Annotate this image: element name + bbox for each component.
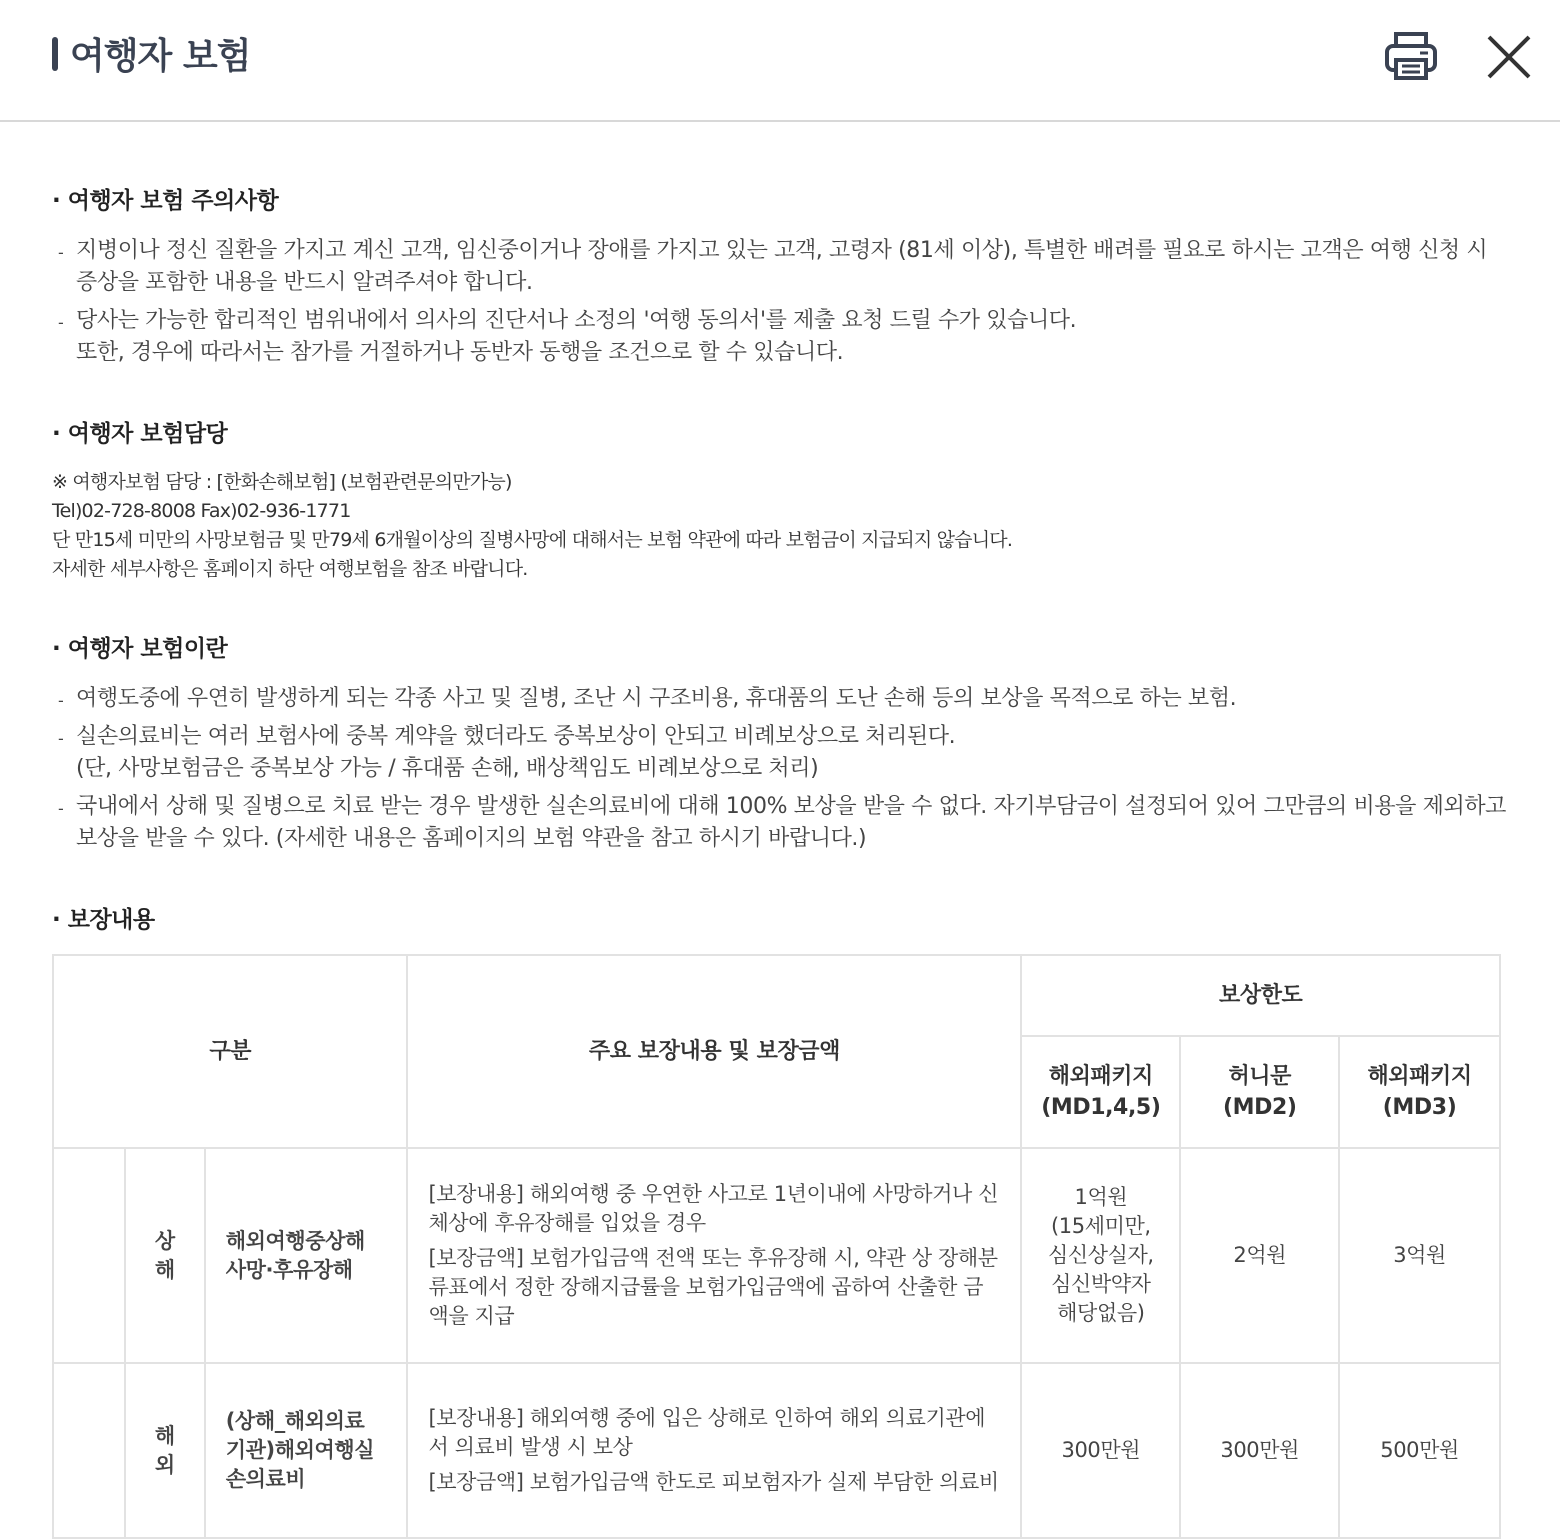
list-item: - 국내에서 상해 및 질병으로 치료 받는 경우 발생한 실손의료비에 대해 100% 보상을 받을 수 없다. 자기부담금이 설정되어 있어 그만큼의 비용을 제외하고 보상을 받을 수 있다. (자세한 내용은 홈페이지의 보험 약관을 참고 하시기 바랍니다.) — [52, 791, 1508, 855]
table-row — [53, 1148, 1500, 1363]
plan-header: 허니문 (MD2) — [1180, 1036, 1339, 1148]
limit-value: 2억원 — [1180, 1148, 1339, 1363]
header-limit: 보상한도 — [1021, 955, 1500, 1036]
title-text: 여행자 보험 — [70, 36, 251, 77]
caution-section — [52, 182, 1508, 369]
contact-line: ※ 여행자보험 담당 : [한화손해보험] (보험관련문의만가능) — [52, 471, 512, 493]
contact-line: 자세한 세부사항은 홈페이지 하단 여행보험을 참조 바랍니다. — [52, 558, 528, 580]
limit-value: 500만원 — [1339, 1363, 1500, 1538]
contact-line: 단 만15세 미만의 사망보험금 및 만79세 6개월이상의 질병사망에 대해서는 보험 약관에 따라 보험금이 지급되지 않습니다. — [52, 529, 1013, 551]
coverage-table — [52, 954, 1501, 1539]
row-type: 상 해 — [125, 1148, 205, 1363]
limit-value: 1억원 (15세미만, 심신상실자, 심신박약자 해당없음) — [1021, 1148, 1180, 1363]
row-desc — [407, 1148, 1021, 1363]
row-desc — [407, 1363, 1021, 1538]
list-item: - 여행도중에 우연히 발생하게 되는 각종 사고 및 질병, 조난 시 구조비용, 휴대품의 도난 손해 등의 보상을 목적으로 하는 보험. — [52, 683, 1508, 715]
list-item: - 실손의료비는 여러 보험사에 중복 계약을 했더라도 중복보상이 안되고 비례보상으로 처리된다. (단, 사망보험금은 중복보상 가능 / 휴대품 손해, 배상책임도 비례보상으로 처리) — [52, 721, 1508, 785]
desc-line: [보장내용] 해외여행 중 우연한 사고로 1년이내에 사망하거나 신체상에 후유장해를 입었을 경우 — [428, 1182, 999, 1235]
header-main: 주요 보장내용 및 보장금액 — [407, 955, 1021, 1148]
table-row — [53, 1363, 1500, 1538]
close-icon[interactable] — [1486, 34, 1532, 84]
desc-line: [보장금액] 보험가입금액 전액 또는 후유장해 시, 약관 상 장해분류표에서 정한 장해지급률을 보험가입금액에 곱하여 산출한 금액을 지급 — [428, 1246, 998, 1328]
list-item: - 당사는 가능한 합리적인 범위내에서 의사의 진단서나 소정의 '여행 동의서'를 제출 요청 드릴 수가 있습니다. 또한, 경우에 따라서는 참가를 거절하거나 동반자 동행을 조건으로 할 수 있습니다. — [52, 305, 1508, 369]
coverage-section — [52, 901, 1508, 1539]
desc-line: [보장내용] 해외여행 중에 입은 상해로 인하여 해외 의료기관에서 의료비 발생 시 보상 — [428, 1406, 986, 1459]
contact-section — [52, 415, 1508, 584]
desc-line: [보장금액] 보험가입금액 한도로 피보험자가 실제 부담한 의료비 — [428, 1470, 999, 1494]
limit-value: 3억원 — [1339, 1148, 1500, 1363]
group-cell — [53, 1363, 125, 1538]
plan-header: 해외패키지 (MD1,4,5) — [1021, 1036, 1180, 1148]
limit-value: 300만원 — [1180, 1363, 1339, 1538]
about-heading: · 여행자 보험이란 — [52, 636, 228, 662]
title-bar — [52, 37, 58, 71]
group-cell — [53, 1148, 125, 1363]
plan-header: 해외패키지 (MD3) — [1339, 1036, 1500, 1148]
limit-value: 300만원 — [1021, 1363, 1180, 1538]
list-item: - 지병이나 정신 질환을 가지고 계신 고객, 임신중이거나 장애를 가지고 있는 고객, 고령자 (81세 이상), 특별한 배려를 필요로 하시는 고객은 여행 신청 시 증상을 포함한 내용을 반드시 알려주셔야 합니다. — [52, 235, 1508, 299]
contact-line: Tel)02-728-8008 Fax)02-936-1771 — [52, 500, 351, 522]
row-type: 해 외 — [125, 1363, 205, 1538]
caution-heading: · 여행자 보험 주의사항 — [52, 188, 279, 214]
row-name: 해외여행중상해 사망·후유장해 — [205, 1148, 408, 1363]
header-category: 구분 — [53, 955, 407, 1148]
header — [0, 0, 1560, 122]
page-title — [52, 28, 250, 79]
row-name: (상해_해외의료 기관)해외여행실 손의료비 — [205, 1363, 408, 1538]
coverage-heading: · 보장내용 — [52, 907, 155, 933]
about-section — [52, 630, 1508, 855]
printer-icon[interactable] — [1384, 30, 1438, 86]
contact-heading: · 여행자 보험담당 — [52, 421, 228, 447]
